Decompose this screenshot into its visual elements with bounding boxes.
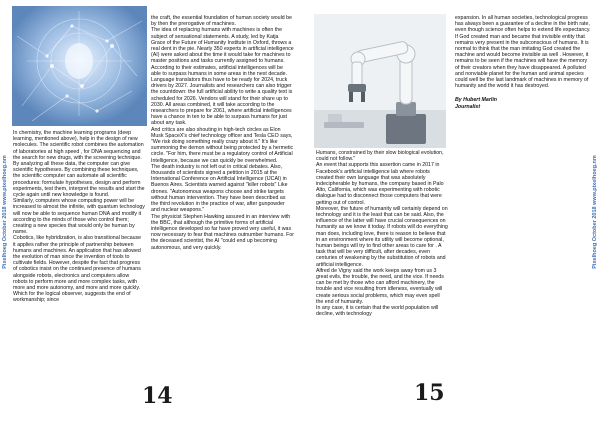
left-column-2 [151,15,294,345]
right-column-2 [455,15,591,185]
left-article-photo [12,6,147,126]
right-footer-strip [591,4,599,420]
paragraph: Cobotics, like hybridization, is also transitional because it applies rather the principle of partnership between humans and machines. An application that has allowed the evolution of man since the invention of tools to cultivate fields. However, despite the fact that progress of cobotics insist on the continued presence of humans alongside robots, electronics and computers allow robots to perform more and more complex tasks, with more and more autonomy, and more and more quickly. Which for the logical observer, suggests the end of workmanship; since [13,235,142,304]
paragraph: the craft, the essential foundation of human society would be by then the prerogative of machines. [151,15,292,28]
right-page [300,0,600,424]
paragraph: In any case, it is certain that the world population will decline, with technology [316,305,439,318]
paragraph: The physicist Stephen Hawking assured in an interview with the BBC, that although the primitive forms of artificial intelligence developed so far have proved very useful, it was now necessary to fear that machines outnumber humans. For the deceased scientist, the AI "could end up becoming autonomous, and very quickly. [151,213,294,251]
paragraph: In chemistry, the machine learning programs (deep learning, mentioned above), help in the design of new molecules. The scientific robot combines the automation of laboratories at high speed , for DNA sequencing and the search for new drugs, with the screening technique. By analyzing all these data, the computer can give scientific hypotheses. By combining these techniques, the scientific computer can automate all scientific procedures: formulate hypotheses, design and perform experiments, test them, interpret the results and start the cycle again until new knowledge is found. [13,130,145,199]
right-footer-text: Pixelhoeg October 2018 www.pixelhoeg.nm [592,155,598,269]
paragraph: expansion. In all human societies, technological progress has always been a guarantee of a decline in the birth rate, even though science often helps to extend life expectancy. [455,15,591,34]
left-column-1 [13,130,145,420]
page-number: 15 [414,380,445,406]
left-footer-strip [1,4,9,420]
byline [455,97,591,109]
paragraph: Humans, constrained by their slow biological evolution, could not follow." [316,150,444,163]
paragraph: Similarly, computers whose computing power will be increased to almost the infinite, with quantum technology will now be able to sequence human DNA and modify it according to the minds of those who control them; creating a new species that would only be human by name. [13,198,145,236]
author-name: By Hubert Marlin [455,97,498,104]
left-footer-text: Pixelhoeg October 2018 www.pixelhoeg.nm [2,155,8,269]
robot-arm-photo [314,14,446,148]
paragraph: Alfred de Vigny said the work keeps away from us 3 great evils, the trouble, the need, and the vice. If needs can be met by those who can afford machinery, the trouble and vice resulting from idleness, eventually will create serious social problems, which may even spell the end of humanity. [316,267,444,305]
paragraph: The idea of replacing humans with machines is often the subject of sensational statements. A study, led by Katja Grace of the Future of Humanity Institute in Oxford, throws a real dent in the pie. Nearly 350 experts in artificial intelligence (AI) were asked about the time it would take for machines to master positions and tasks currently assigned to humans. According to their estimates, artificial intelligences will be able to surpass humans in some areas in the next decade. [151,27,294,77]
paragraph: The death industry is not left out in critical debates. Also, thousands of scientists signed a petition in 2015 at the International Conference on Artificial Intelligence (IJCAI) in Buenos Aires. Scientists warned against "killer robots" Like drones. "Autonomous weapons choose and strike targets without human intervention. They have been described as the third revolution in the practice of war, after gunpowder and nuclear weapons." [151,163,288,214]
author-role: Journalist [455,103,481,110]
paragraph: Language translators thus have to be ready for 2024, truck drivers by 2027. Journalists and researchers can also trigger the countdown: the full artificial ability to write a quality text is scheduled for 2026. Vendors will stand for their share up to 2030. All areas combined, it will take according to the researchers to prepare for 2061, where artificial intelligences have a chance in ten to be able to surpass humans for just about any task. [151,77,293,127]
paragraph: Moreover, the future of humanity will certainly depend on technology and it is the least that can be said. Also, the influence of the latter will have crucial consequences on humanity as we know it today. If robots will do everything man does, including love, there is reason to believe that in an environment where its utility will become optional, human beings will try to find other areas to care for . A task that will be very difficult, after decades, even centuries of weakening by the substitution of robots and artificial intelligence. [316,205,448,268]
page-number: 14 [142,383,173,409]
paragraph: And critics are also shouting in high-tech circles as Elon Musk SpaceX's chief technology officer and Tesla CEO says, "We risk doing something really crazy about it." It's like summoning the demon without being protected by a hermetic circle. "For him, there must be a regulatory control of Artificial Intelligence, because we can quickly be overwhelmed. [151,126,294,164]
robot-arm-graphic [314,14,446,148]
lab-image-graphic [12,6,147,126]
paragraph: If God created man and became that invisible entity that remains very present in the subconscious of humans. It is normal to think that the man imitating God created the machine and would become invisible as well . However, it remains to be seen if the machines will have the memory of their creators when they have disappeared. A polluted and nonviable planet for the human and animal species could well be the last landmark of machines in memory of humanity and the world it has destroyed. [455,33,589,90]
paragraph: An event that supports this assertion came in 2017 in Facebook's artificial intelligence lab where robots created their own language that was absolutely indecipherable by humans, the company based in Palo Alto, California, which was experimenting with robotic dialogue had to disconnect those computers that were getting out of control. [316,162,444,206]
